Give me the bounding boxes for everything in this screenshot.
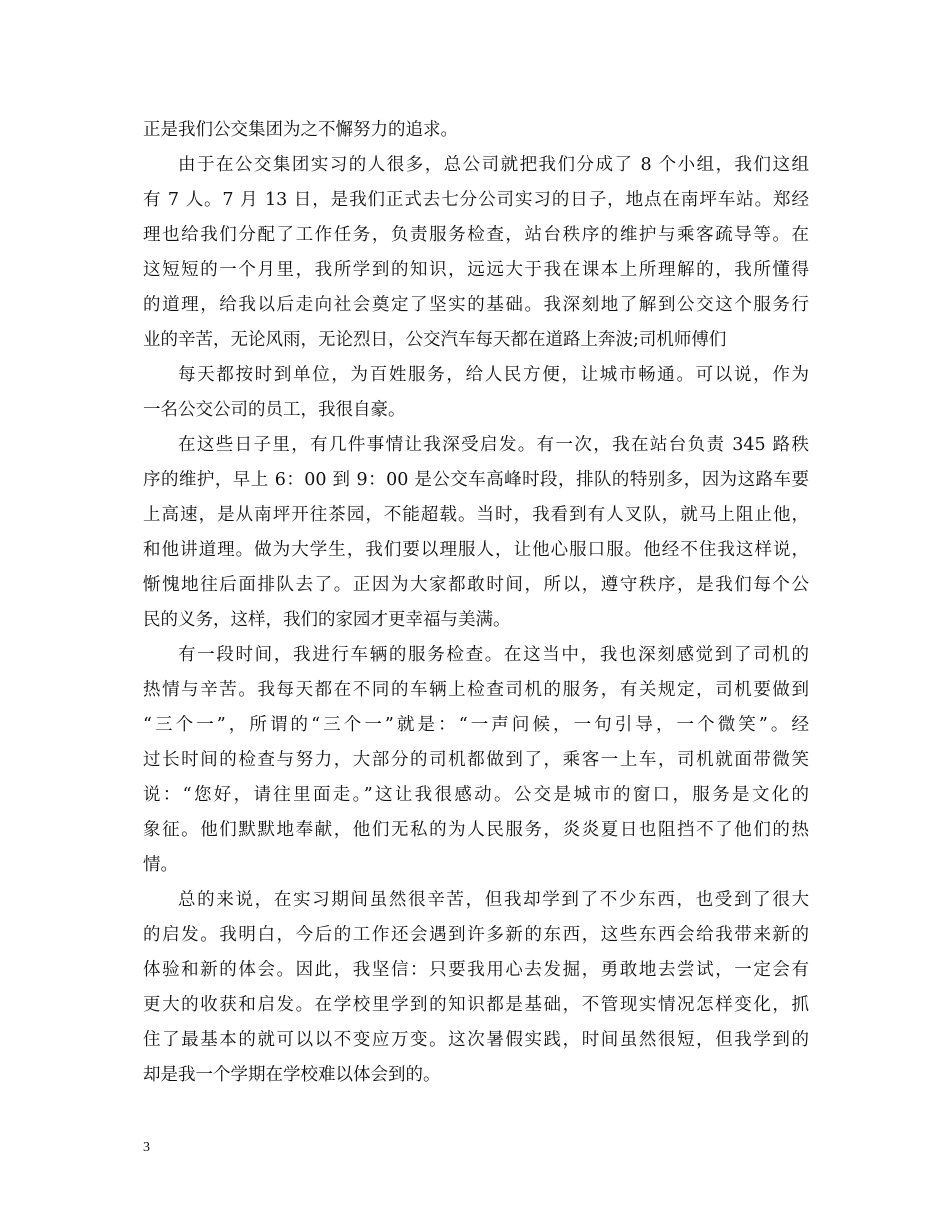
text-line: 序的维护，早上 6：00 到 9：00 是公交车高峰时段，排队的特别多，因为这路车要 <box>143 470 809 490</box>
paragraph-first-line: 有一段时间，我进行车辆的服务检查。在这当中，我也深刻感觉到了司机的 <box>178 645 809 665</box>
text-line: 和他讲道理。做为大学生，我们要以理服人，让他心服口服。他经不住我这样说， <box>143 540 809 560</box>
text-line: 情。 <box>143 855 178 875</box>
text-line: “三个一”，所谓的“三个一”就是：“一声问候，一句引导，一个微笑”。经 <box>143 715 809 735</box>
text-line: 更大的收获和启发。在学校里学到的知识都是基础，不管现实情况怎样变化，抓 <box>143 995 809 1015</box>
text-line: 惭愧地往后面排队去了。正因为大家都敢时间，所以，遵守秩序，是我们每个公 <box>143 575 809 595</box>
text-line: 正是我们公交集团为之不懈努力的追求。 <box>143 120 458 140</box>
paragraph-first-line: 在这些日子里，有几件事情让我深受启发。有一次，我在站台负责 345 路秩 <box>178 435 809 455</box>
text-line: 民的义务，这样，我们的家园才更幸福与美满。 <box>143 610 511 630</box>
text-line: 体验和新的体会。因此，我坚信：只要我用心去发掘，勇敢地去尝试，一定会有 <box>143 960 809 980</box>
page-number: 3 <box>143 1140 150 1155</box>
text-line: 的启发。我明白，今后的工作还会遇到许多新的东西，这些东西会给我带来新的 <box>143 925 809 945</box>
text-line: 上高速，是从南坪开往茶园，不能超载。当时，我看到有人叉队，就马上阻止他， <box>143 505 809 525</box>
text-line: 住了最基本的就可以以不变应万变。这次暑假实践，时间虽然很短，但我学到的 <box>143 1030 809 1050</box>
text-line: 这短短的一个月里，我所学到的知识，远远大于我在课本上所理解的，我所懂得 <box>143 260 809 280</box>
paragraph-first-line: 总的来说，在实习期间虽然很辛苦，但我却学到了不少东西，也受到了很大 <box>178 890 809 910</box>
text-line: 热情与辛苦。我每天都在不同的车辆上检查司机的服务，有关规定，司机要做到 <box>143 680 809 700</box>
text-line: 的道理，给我以后走向社会奠定了坚实的基础。我深刻地了解到公交这个服务行 <box>143 295 809 315</box>
text-line: 象征。他们默默地奉献，他们无私的为人民服务，炎炎夏日也阻挡不了他们的热 <box>143 820 809 840</box>
text-line: 却是我一个学期在学校难以体会到的。 <box>143 1065 441 1085</box>
text-line: 理也给我们分配了工作任务，负责服务检查，站台秩序的维护与乘客疏导等。在 <box>143 225 809 245</box>
text-line: 有 7 人。7 月 13 日，是我们正式去七分公司实习的日子，地点在南坪车站。郑经 <box>143 190 809 210</box>
text-line: 过长时间的检查与努力，大部分的司机都做到了，乘客一上车，司机就面带微笑 <box>143 750 809 770</box>
text-line: 业的辛苦，无论风雨，无论烈日，公交汽车每天都在道路上奔波;司机师傅们 <box>143 330 727 350</box>
paragraph-first-line: 由于在公交集团实习的人很多，总公司就把我们分成了 8 个小组，我们这组 <box>178 155 809 175</box>
paragraph-first-line: 每天都按时到单位，为百姓服务，给人民方便，让城市畅通。可以说，作为 <box>178 365 809 385</box>
text-line: 一名公交公司的员工，我很自豪。 <box>143 400 406 420</box>
text-line: 说：“您好，请往里面走。”这让我很感动。公交是城市的窗口，服务是文化的 <box>143 785 809 805</box>
